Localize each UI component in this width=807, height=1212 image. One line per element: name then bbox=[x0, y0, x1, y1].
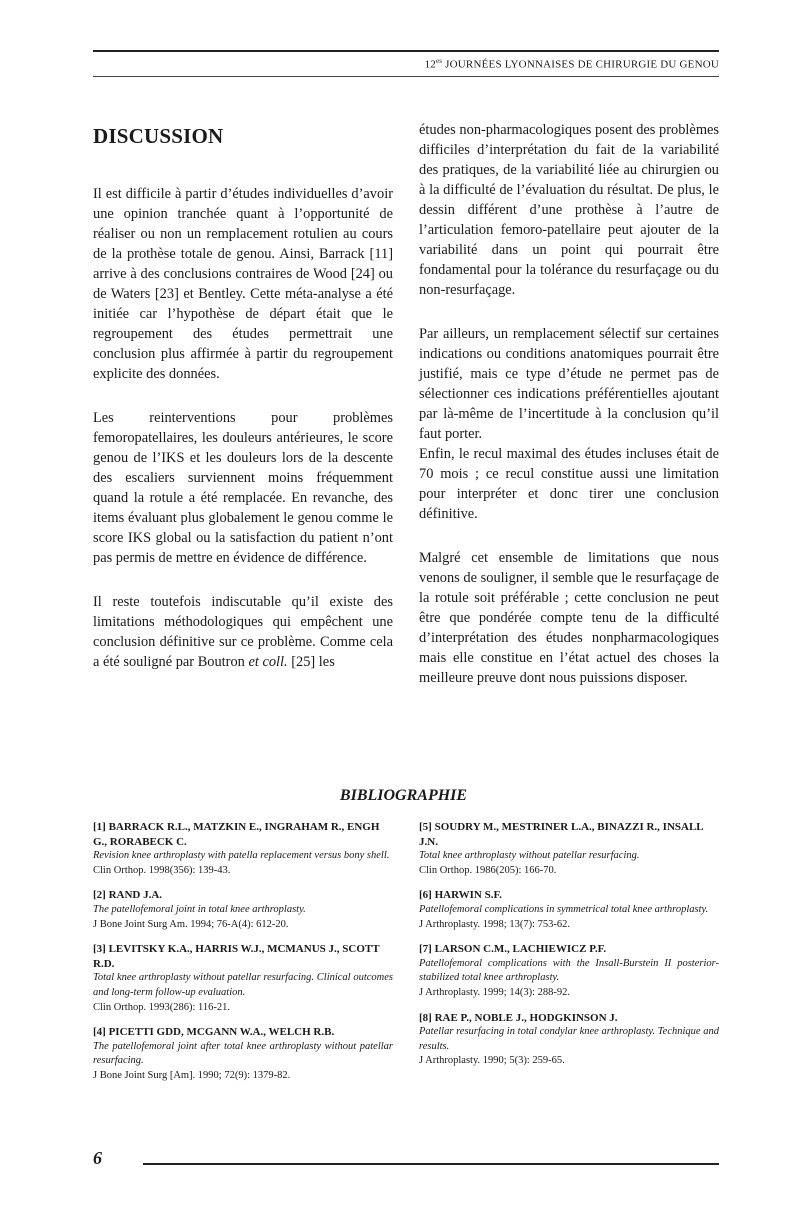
reference-source: Clin Orthop. 1986(205): 166-70. bbox=[419, 864, 557, 876]
reference-authors: [6] HARWIN S.F. bbox=[419, 889, 502, 902]
reference-source: J Arthroplasty. 1998; 13(7): 753-62. bbox=[419, 918, 570, 930]
reference-title: Total knee arthroplasty without patellar resurfacing. bbox=[419, 850, 640, 862]
left-column bbox=[93, 120, 393, 696]
paragraph: Il reste toutefois indiscutable qu’il existe des limitations méthodologiques qui empêchent une conclusion définitive sur ce problème. Comme cela a été souligné par Boutron et coll. [25] les bbox=[93, 594, 393, 670]
reference bbox=[93, 1025, 393, 1083]
top-rule bbox=[93, 50, 719, 52]
reference-title: Patellofemoral complications with the Insall-Burstein II posterior-stabilized total knee arthroplasty. bbox=[419, 957, 719, 984]
reference-title: The patellofemoral joint after total knee arthroplasty without patellar resurfacing. bbox=[93, 1040, 393, 1067]
reference-title: The patellofemoral joint in total knee arthroplasty. bbox=[93, 903, 306, 915]
paragraph: études non-pharmacologiques posent des problèmes difficiles d’interprétation du fait de la variabilité des pratiques, de la variabilité liée au chirurgien ou à la difficulté de l’évaluation du résultat. De plus, le dessin différent d’une prothèse à l’autre de l’articulation femoro-patellaire peut ajouter de la variabilité dans un point qui pourrait être fondamental pour la tolérance du resurfaçage ou du non-resurfaçage. bbox=[419, 122, 719, 298]
bibliography-right-column bbox=[419, 820, 719, 1079]
bibliography-title: BIBLIOGRAPHIE bbox=[339, 787, 468, 804]
reference bbox=[93, 820, 393, 878]
paragraph: Malgré cet ensemble de limitations que nous venons de souligner, il semble que le resurfaçage de la rotule soit préférable ; cette conclusion ne peut être que pondérée compte tenu de la difficulté d’interprétation des études nonpharmacologiques mais elle constitue en l’état actuel des choses la meilleure preuve dont nous puissions disposer. bbox=[419, 550, 719, 686]
reference-authors: [5] SOUDRY M., MESTRINER L.A., BINAZZI R., INSALL J.N. bbox=[419, 821, 704, 848]
running-header: $12^{es}$ JOURNÉES LYONNAISES DE CHIRURGIE DU GENOU bbox=[424, 57, 719, 71]
paragraph: Enfin, le recul maximal des études incluses était de 70 mois ; ce recul constitue aussi une limitation pour interpréter et donc tirer une conclusion définitive. bbox=[419, 446, 719, 522]
reference bbox=[419, 820, 719, 878]
section-title: DISCUSSION bbox=[93, 124, 224, 148]
reference-title: Patellofemoral complications in symmetrical total knee arthroplasty. bbox=[419, 903, 709, 915]
reference-title: Total knee arthroplasty without patellar resurfacing. Clinical outcomes and long-term follow-up evaluation. bbox=[93, 972, 393, 998]
reference bbox=[419, 888, 719, 932]
paragraph: Il est difficile à partir d’études individuelles d’avoir une opinion tranchée quant à l’opportunité de réaliser ou non un remplacement rotulien au cours de la prothèse totale de genou. Ainsi, Barrack [11] arrive à des conclusions contraires de Wood [24] ou de Waters [23] et Bentley. Cette méta-analyse a été initiée car l’hypothèse de départ était que le regroupement des études permettrait une conclusion plus affirmée à partir du regroupement explicite des données. bbox=[93, 186, 393, 382]
reference-authors: [4] PICETTI GDD, MCGANN W.A., WELCH R.B. bbox=[93, 1026, 335, 1039]
reference bbox=[93, 888, 393, 932]
reference-title: Revision knee arthroplasty with patella replacement versus bony shell. bbox=[93, 850, 390, 862]
reference-source: J Bone Joint Surg Am. 1994; 76-A(4): 612-20. bbox=[93, 918, 289, 930]
header-rule bbox=[93, 76, 719, 77]
right-column bbox=[419, 120, 719, 712]
reference-source: J Arthroplasty. 1999; 14(3): 288-92. bbox=[419, 986, 570, 998]
reference bbox=[419, 942, 719, 1000]
bibliography-left-column bbox=[93, 820, 393, 1094]
paragraph: Les reinterventions pour problèmes femoropatellaires, les douleurs antérieures, le score genou de l’IKS et les douleurs lors de la descente des escaliers surviennent moins fréquemment quand la rotule a été remplacée. En revanche, des items évaluant plus globalement le genou comme le score IKS global ou la satisfaction du patient n’ont pas permis de mettre en évidence de différence. bbox=[93, 410, 393, 566]
reference-authors: [1] BARRACK R.L., MATZKIN E., INGRAHAM R., ENGH G., RORABECK C. bbox=[93, 821, 380, 848]
reference-authors: [8] RAE P., NOBLE J., HODGKINSON J. bbox=[419, 1011, 618, 1024]
reference bbox=[93, 942, 393, 1015]
reference-authors: [3] LEVITSKY K.A., HARRIS W.J., MCMANUS J., SCOTT R.D. bbox=[93, 943, 380, 970]
reference-authors: [2] RAND J.A. bbox=[93, 889, 163, 902]
reference-authors: [7] LARSON C.M., LACHIEWICZ P.F. bbox=[419, 943, 607, 956]
paragraph: Par ailleurs, un remplacement sélectif sur certaines indications ou conditions anatomiques pourrait être justifié, mais ce type d’étude ne permet pas de sélectionner ces indications préférentielles ajoutant par là-même de l’incertitude à la conclusion qu’il faut porter. bbox=[419, 326, 719, 442]
page-number: 6 bbox=[93, 1148, 102, 1168]
footer-rule bbox=[143, 1163, 719, 1165]
reference-source: J Arthroplasty. 1990; 5(3): 259-65. bbox=[419, 1055, 565, 1067]
reference-source: Clin Orthop. 1998(356): 139-43. bbox=[93, 864, 231, 876]
reference-title: Patellar resurfacing in total condylar knee arthroplasty. Technique and results. bbox=[419, 1026, 719, 1052]
reference-source: J Bone Joint Surg [Am]. 1990; 72(9): 1379-82. bbox=[93, 1069, 291, 1081]
reference bbox=[419, 1011, 719, 1069]
reference-source: Clin Orthop. 1993(286): 116-21. bbox=[93, 1001, 230, 1013]
